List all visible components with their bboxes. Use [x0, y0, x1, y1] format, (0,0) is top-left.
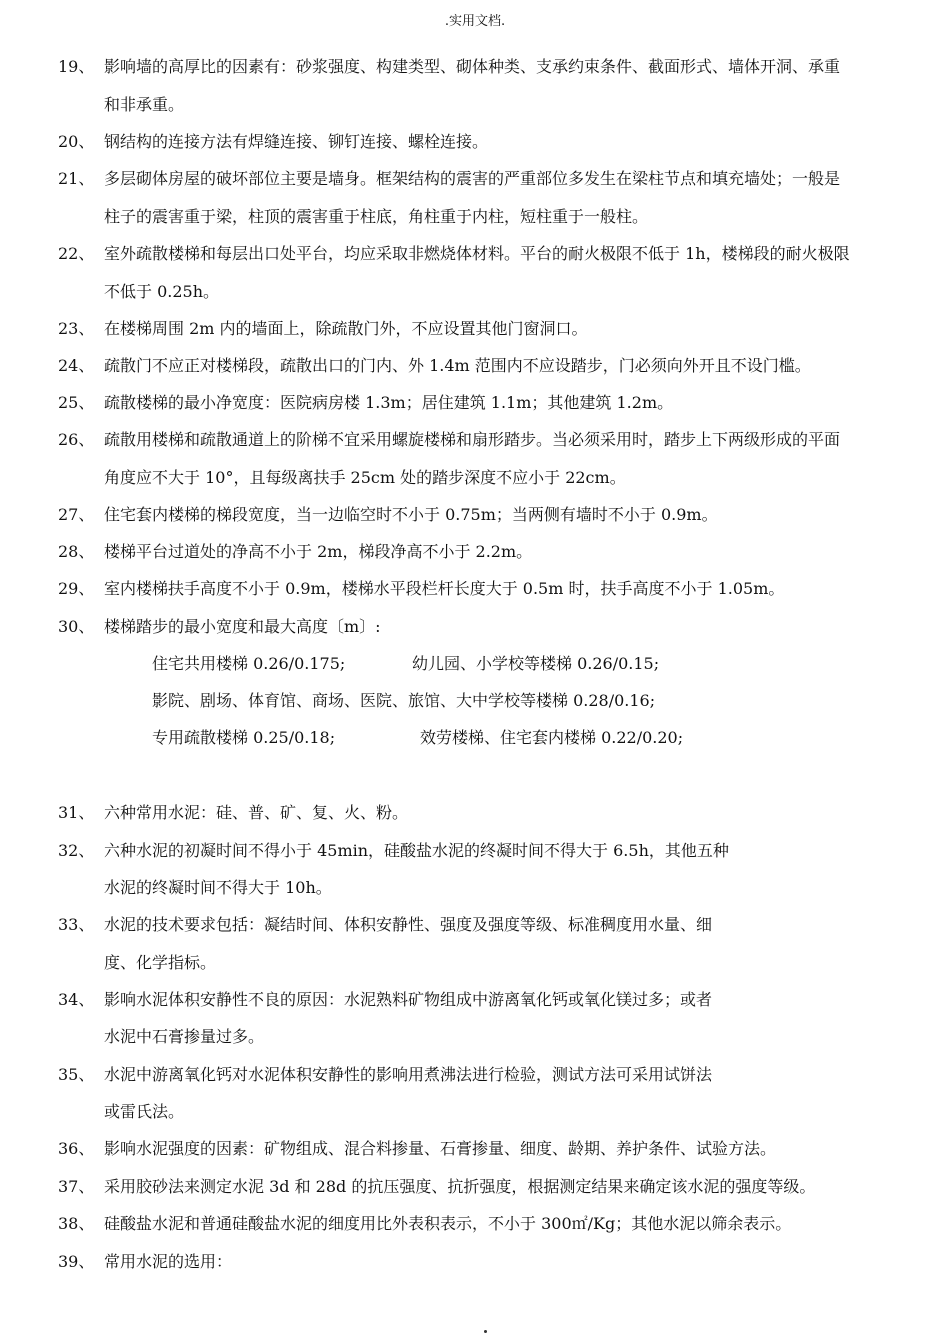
item-number: 37、 — [58, 1177, 95, 1196]
item-text: 角度应不大于 10°，且每级离扶手 25cm 处的踏步深度不应小于 22cm。 — [104, 468, 626, 487]
item-text: 室内楼梯扶手高度不小于 0.9m，楼梯水平段栏杆长度大于 0.5m 时，扶手高度不小于 1.05m。 — [104, 579, 785, 598]
item-number: 38、 — [58, 1214, 95, 1233]
item-number: 24、 — [58, 356, 95, 375]
item-text: 不低于 0.25h。 — [104, 282, 220, 301]
item-number: 21、 — [58, 169, 95, 188]
item-text: 和非承重。 — [104, 95, 185, 114]
item-text: 采用胶砂法来测定水泥 3d 和 28d 的抗压强度、抗折强度，根据测定结果来确定该水泥的强度等级。 — [104, 1177, 816, 1196]
item-number: 33、 — [58, 915, 95, 934]
item-text: 六种水泥的初凝时间不得小于 45min，硅酸盐水泥的终凝时间不得大于 6.5h，其他五种 — [104, 841, 729, 860]
item-text: 住宅套内楼梯的梯段宽度，当一边临空时不小于 0.75m；当两侧有墙时不小于 0.9m。 — [104, 505, 718, 524]
item-number: 19、 — [58, 57, 95, 76]
stairs-entry: 效劳楼梯、住宅套内楼梯 0.22/0.20; — [420, 728, 684, 747]
item-text: 钢结构的连接方法有焊缝连接、铆钉连接、螺栓连接。 — [104, 132, 489, 151]
item-text: 疏散门不应正对楼梯段，疏散出口的门内、外 1.4m 范围内不应设踏步，门必须向外开且不设门槛。 — [104, 356, 811, 375]
item-number: 36、 — [58, 1139, 95, 1158]
item-number: 35、 — [58, 1065, 95, 1084]
item-text: 影响墙的高厚比的因素有：砂浆强度、构建类型、砌体种类、支承约束条件、截面形式、墙体开洞、承重 — [104, 57, 841, 76]
item-number: 30、 — [58, 617, 95, 636]
item-text: 影响水泥强度的因素：矿物组成、混合料掺量、石膏掺量、细度、龄期、养护条件、试验方法。 — [104, 1139, 777, 1158]
item-text: 水泥中石膏掺量过多。 — [104, 1027, 265, 1046]
item-text: 影响水泥体积安静性不良的原因：水泥熟料矿物组成中游离氧化钙或氧化镁过多；或者 — [104, 990, 713, 1009]
item-text: 硅酸盐水泥和普通硅酸盐水泥的细度用比外表积表示，不小于 300㎡/Kg；其他水泥以筛余表示。 — [104, 1214, 792, 1233]
item-text: 水泥的技术要求包括：凝结时间、体积安静性、强度及强度等级、标准稠度用水量、细 — [104, 915, 713, 934]
item-text: 室外疏散楼梯和每层出口处平台，均应采取非燃烧体材料。平台的耐火极限不低于 1h，楼梯段的耐火极限 — [104, 244, 850, 263]
item-number: 22、 — [58, 244, 95, 263]
item-text: 疏散用楼梯和疏散通道上的阶梯不宜采用螺旋楼梯和扇形踏步。当必须采用时，踏步上下两级形成的平面 — [104, 430, 841, 449]
page-footer-mark — [484, 1330, 487, 1333]
stairs-entry: 幼儿园、小学校等楼梯 0.26/0.15; — [412, 654, 660, 673]
item-text: 楼梯踏步的最小宽度和最大高度〔m〕: — [104, 617, 381, 636]
item-text: 多层砌体房屋的破坏部位主要是墙身。框架结构的震害的严重部位多发生在梁柱节点和填充墙处；一般是 — [104, 169, 841, 188]
item-number: 28、 — [58, 542, 95, 561]
item-number: 34、 — [58, 990, 95, 1009]
item-text: 度、化学指标。 — [104, 953, 217, 972]
item-text: 或雷氏法。 — [104, 1102, 185, 1121]
item-number: 20、 — [58, 132, 95, 151]
item-text: 柱子的震害重于梁，柱顶的震害重于柱底，角柱重于内柱，短柱重于一般柱。 — [104, 207, 649, 226]
item-number: 29、 — [58, 579, 95, 598]
page-header: .实用文档. — [444, 14, 506, 29]
item-text: 六种常用水泥：硅、普、矿、复、火、粉。 — [104, 803, 409, 822]
item-text: 疏散楼梯的最小净宽度：医院病房楼 1.3m；居住建筑 1.1m；其他建筑 1.2m。 — [104, 393, 674, 412]
item-text: 水泥的终凝时间不得大于 10h。 — [104, 878, 332, 897]
item-text: 常用水泥的选用： — [104, 1252, 233, 1271]
item-number: 25、 — [58, 393, 95, 412]
item-text: 在楼梯周围 2m 内的墙面上，除疏散门外，不应设置其他门窗洞口。 — [104, 319, 588, 338]
item-number: 23、 — [58, 319, 95, 338]
item-number: 32、 — [58, 841, 95, 860]
stairs-entry: 专用疏散楼梯 0.25/0.18; — [152, 728, 336, 747]
item-text: 楼梯平台过道处的净高不小于 2m，梯段净高不小于 2.2m。 — [104, 542, 533, 561]
item-text: 水泥中游离氧化钙对水泥体积安静性的影响用煮沸法进行检验，测试方法可采用试饼法 — [104, 1065, 713, 1084]
item-number: 39、 — [58, 1252, 95, 1271]
item-number: 31、 — [58, 803, 95, 822]
item-number: 27、 — [58, 505, 95, 524]
item-number: 26、 — [58, 430, 95, 449]
stairs-entry: 住宅共用楼梯 0.26/0.175; — [152, 654, 346, 673]
stairs-entry: 影院、剧场、体育馆、商场、医院、旅馆、大中学校等楼梯 0.28/0.16; — [152, 691, 656, 710]
